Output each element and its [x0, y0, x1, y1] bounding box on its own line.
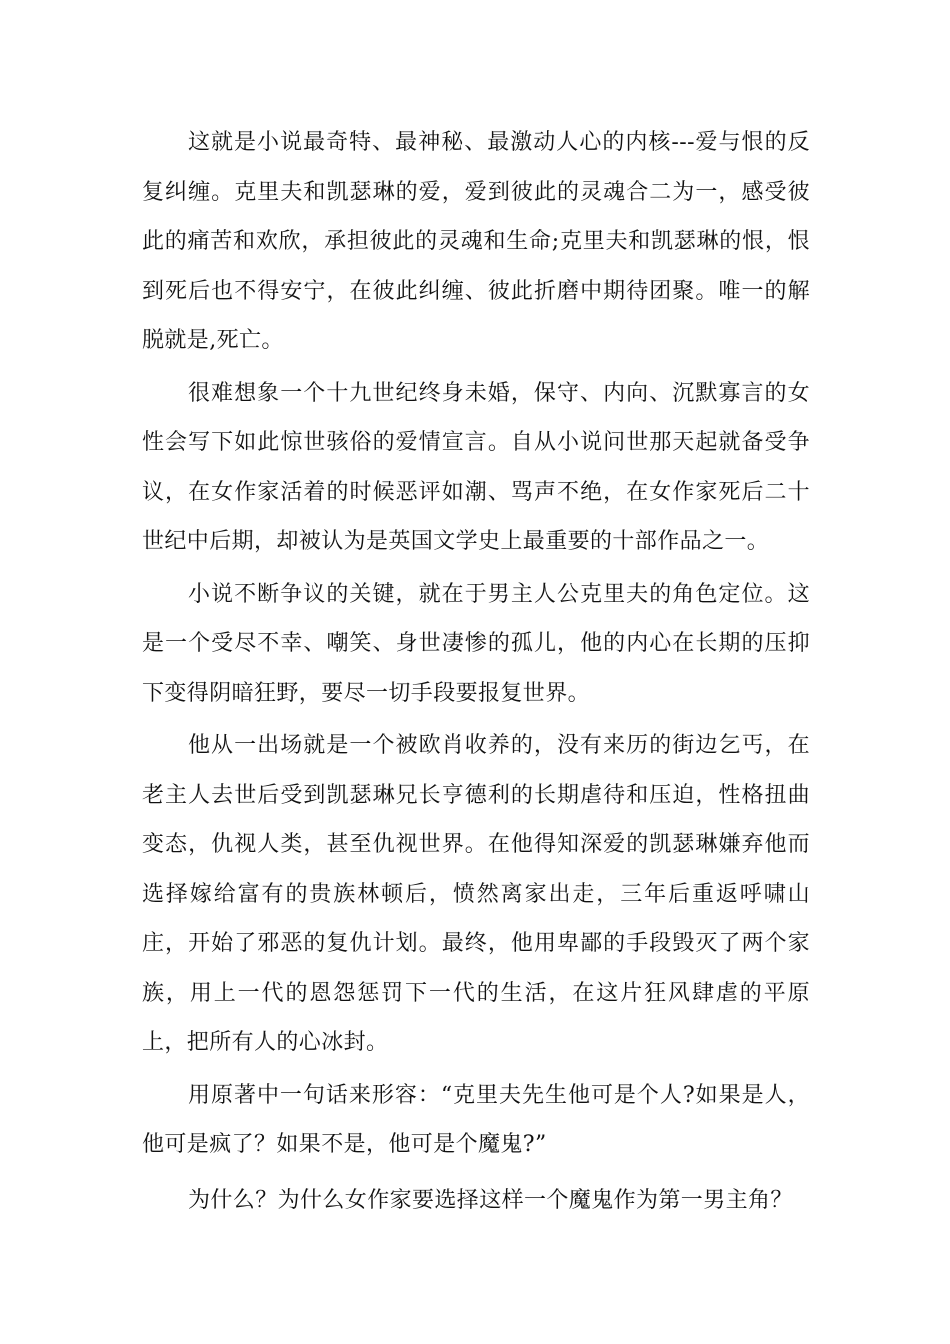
paragraph-love-hate-core: 这就是小说最奇特、最神秘、最激动人心的内核---爱与恨的反复纠缠。克里夫和凯瑟琳的爱，爱到彼此的灵魂合二为一，感受彼此的痛苦和欢欣，承担彼此的灵魂和生命;克里夫和凯瑟琳的恨，恨到死后也不得安宁，在彼此纠缠、彼此折磨中期待团聚。唯一的解脱就是,死亡。	[142, 130, 810, 353]
paragraph-author-controversy: 很难想象一个十九世纪终身未婚，保守、内向、沉默寡言的女性会写下如此惊世骇俗的爱情宣言。自从小说问世那天起就备受争议，在女作家活着的时候恶评如潮、骂声不绝，在女作家死后二十世纪中后期，却被认为是英国文学史上最重要的十部作品之一。	[142, 380, 810, 554]
paragraph-revenge-story: 他从一出场就是一个被欧肖收养的，没有来历的街边乞丐，在老主人去世后受到凯瑟琳兄长亨德利的长期虐待和压迫，性格扭曲变态，仇视人类，甚至仇视世界。在他得知深爱的凯瑟琳嫌弃他而选择嫁给富有的贵族林顿后，愤然离家出走，三年后重返呼啸山庄，开始了邪恶的复仇计划。最终，他用卑鄙的手段毁灭了两个家族，用上一代的恩怨惩罚下一代的生活，在这片狂风肆虐的平原上，把所有人的心冰封。	[142, 733, 810, 1055]
paragraph-question: 为什么？为什么女作家要选择这样一个魔鬼作为第一男主角？	[188, 1187, 793, 1213]
paragraph-quote: 用原著中一句话来形容：“克里夫先生他可是个人?如果是人，他可是疯了？如果不是，他可是个魔鬼?”	[142, 1082, 810, 1157]
paragraph-protagonist-role: 小说不断争议的关键，就在于男主人公克里夫的角色定位。这是一个受尽不幸、嘲笑、身世凄惨的孤儿，他的内心在长期的压抑下变得阴暗狂野，要尽一切手段要报复世界。	[142, 581, 810, 706]
document-body	[142, 118, 810, 1228]
